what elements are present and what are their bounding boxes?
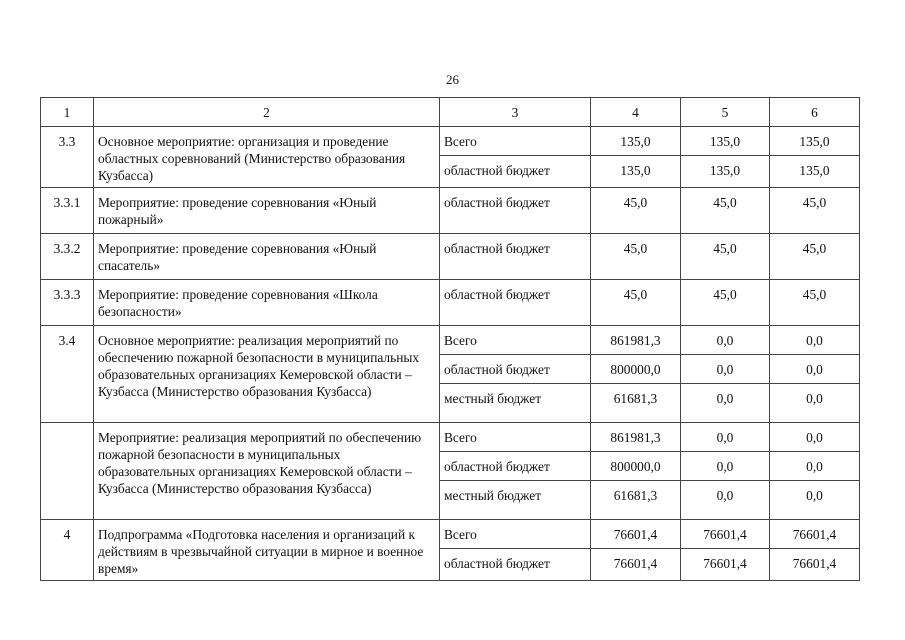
- table-row: [41, 280, 860, 326]
- value-col-5: 0,0: [681, 423, 770, 452]
- funding-source: областной бюджет: [440, 156, 591, 188]
- row-number: [41, 423, 94, 520]
- value-col-5: 0,0: [681, 384, 770, 423]
- funding-source: областной бюджет: [440, 452, 591, 481]
- row-number: 3.4: [41, 326, 94, 423]
- column-header: 5: [681, 98, 770, 127]
- value-col-6: 0,0: [770, 384, 860, 423]
- funding-source: областной бюджет: [440, 280, 591, 326]
- value-col-6: 135,0: [770, 127, 860, 156]
- row-number: 3.3.3: [41, 280, 94, 326]
- value-col-6: 0,0: [770, 481, 860, 520]
- value-col-5: 135,0: [681, 156, 770, 188]
- value-col-6: 135,0: [770, 156, 860, 188]
- value-col-6: 76601,4: [770, 520, 860, 549]
- table-row: [41, 520, 860, 549]
- value-col-5: 0,0: [681, 326, 770, 355]
- value-col-4: 800000,0: [591, 452, 681, 481]
- funding-source: областной бюджет: [440, 549, 591, 581]
- activity-name: Основное мероприятие: организация и проведение областных соревнований (Министерство образования Кузбасса): [94, 127, 440, 188]
- value-col-6: 45,0: [770, 280, 860, 326]
- value-col-6: 0,0: [770, 452, 860, 481]
- value-col-4: 135,0: [591, 156, 681, 188]
- table-row: [41, 423, 860, 452]
- row-number: 3.3.2: [41, 234, 94, 280]
- value-col-5: 135,0: [681, 127, 770, 156]
- column-header: 1: [41, 98, 94, 127]
- column-header: 6: [770, 98, 860, 127]
- activity-name: Основное мероприятие: реализация мероприятий по обеспечению пожарной безопасности в муниципальных образовательных организациях Кемеровской области – Кузбасса (Министерство образования Кузбасса): [94, 326, 440, 423]
- value-col-6: 0,0: [770, 423, 860, 452]
- value-col-5: 45,0: [681, 280, 770, 326]
- funding-source: Всего: [440, 326, 591, 355]
- activity-name: Мероприятие: проведение соревнования «Юный спасатель»: [94, 234, 440, 280]
- value-col-4: 861981,3: [591, 423, 681, 452]
- value-col-5: 76601,4: [681, 520, 770, 549]
- funding-source: Всего: [440, 520, 591, 549]
- activity-name: Мероприятие: реализация мероприятий по обеспечению пожарной безопасности в муниципальных образовательных организациях Кемеровской области – Кузбасса (Министерство образования Кузбасса): [94, 423, 440, 520]
- value-col-4: 800000,0: [591, 355, 681, 384]
- funding-source: областной бюджет: [440, 188, 591, 234]
- value-col-5: 0,0: [681, 452, 770, 481]
- value-col-5: 76601,4: [681, 549, 770, 581]
- activity-name: Подпрограмма «Подготовка населения и организаций к действиям в чрезвычайной ситуации в мирное и военное время»: [94, 520, 440, 581]
- value-col-6: 45,0: [770, 188, 860, 234]
- value-col-4: 135,0: [591, 127, 681, 156]
- row-number: 3.3.1: [41, 188, 94, 234]
- row-number: 4: [41, 520, 94, 581]
- header-row: [41, 98, 860, 127]
- value-col-4: 45,0: [591, 234, 681, 280]
- budget-table: [40, 97, 860, 581]
- table-row: [41, 188, 860, 234]
- value-col-5: 45,0: [681, 188, 770, 234]
- column-header: 4: [591, 98, 681, 127]
- table-row: [41, 127, 860, 156]
- table-row: [41, 234, 860, 280]
- funding-source: областной бюджет: [440, 355, 591, 384]
- value-col-5: 0,0: [681, 355, 770, 384]
- value-col-4: 861981,3: [591, 326, 681, 355]
- column-header: 2: [94, 98, 440, 127]
- table-row: [41, 326, 860, 355]
- value-col-4: 61681,3: [591, 481, 681, 520]
- value-col-4: 61681,3: [591, 384, 681, 423]
- value-col-6: 45,0: [770, 234, 860, 280]
- activity-name: Мероприятие: проведение соревнования «Школа безопасности»: [94, 280, 440, 326]
- funding-source: местный бюджет: [440, 384, 591, 423]
- value-col-4: 45,0: [591, 188, 681, 234]
- value-col-4: 45,0: [591, 280, 681, 326]
- value-col-4: 76601,4: [591, 520, 681, 549]
- page-number: 26: [446, 72, 459, 87]
- value-col-6: 0,0: [770, 326, 860, 355]
- value-col-4: 76601,4: [591, 549, 681, 581]
- funding-source: Всего: [440, 423, 591, 452]
- column-header: 3: [440, 98, 591, 127]
- funding-source: областной бюджет: [440, 234, 591, 280]
- row-number: 3.3: [41, 127, 94, 188]
- value-col-6: 0,0: [770, 355, 860, 384]
- activity-name: Мероприятие: проведение соревнования «Юный пожарный»: [94, 188, 440, 234]
- value-col-6: 76601,4: [770, 549, 860, 581]
- funding-source: Всего: [440, 127, 591, 156]
- value-col-5: 45,0: [681, 234, 770, 280]
- funding-source: местный бюджет: [440, 481, 591, 520]
- value-col-5: 0,0: [681, 481, 770, 520]
